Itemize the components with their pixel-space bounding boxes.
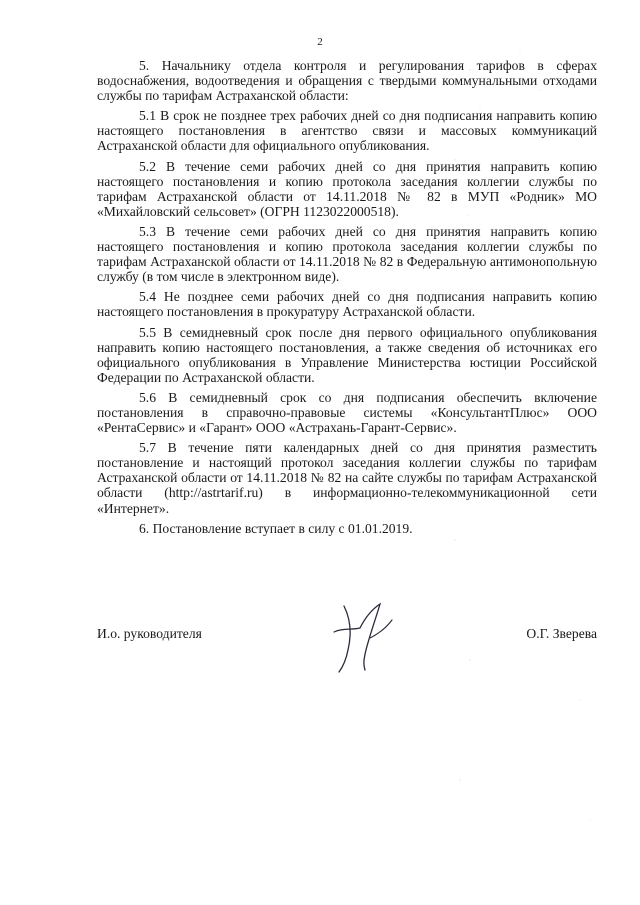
signatory-name: О.Г. Зверева [526, 626, 597, 641]
paragraph-5: 5. Начальнику отдела контроля и регулирования тарифов в сферах водоснабжения, водоотведения и обращения с твердыми коммунальными отходами службы по тарифам Астраханской области: [97, 58, 597, 104]
paragraph-5-3: 5.3 В течение семи рабочих дней со дня принятия направить копию настоящего постановления и копию протокола заседания коллегии службы по тарифам Астраханской области от 14.11.2018 № 82 в Федеральную антимонопольную службу (в том числе в электронном виде). [97, 223, 597, 285]
paragraph-5-5: 5.5 В семидневный срок после дня первого официального опубликования направить копию настоящего постановления, а также сведения об источниках его официального опубликования в Управление Министерства юстиции Российской Федерации по Астраханской области. [97, 324, 597, 385]
page-number: 2 [317, 36, 323, 48]
handwritten-signature [330, 598, 400, 678]
signatory-title: И.о. руководителя [97, 626, 202, 641]
paragraph-5-7: 5.7 В течение пяти календарных дней со дня принятия разместить постановление и настоящий протокол заседания коллегии службы по тарифам Астраханской области от 14.11.2018 № 82 на сайте службы по тарифам Астраханской области (http://astrtarif.ru) в информационно-телекоммуникационной сети «Интернет». [97, 440, 597, 516]
paragraph-5-6: 5.6 В семидневный срок со дня подписания обеспечить включение постановления в справочно-правовые системы «КонсультантПлюс» ООО «РентаСервис» и «Гарант» ООО «Астрахань-Гарант-Сервис». [97, 389, 597, 436]
paragraph-5-4: 5.4 Не позднее семи рабочих дней со дня подписания направить копию настоящего постановления в прокуратуру Астраханской области. [97, 289, 597, 320]
paragraph-5-1: 5.1 В срок не позднее трех рабочих дней со дня подписания направить копию настоящего постановления в агентство связи и массовых коммуникаций Астраханской области для официального опубликования. [97, 108, 597, 154]
paragraph-6: 6. Постановление вступает в силу с 01.01.2019. [139, 520, 413, 536]
document-body [97, 58, 597, 541]
paragraph-5-2: 5.2 В течение семи рабочих дней со дня принятия направить копию настоящего постановления и копию протокола заседания коллегии службы по тарифам Астраханской области от 14.11.2018 № 82 в МУП «Родник» МО «Михайловский сельсовет» (ОГРН 1123022000518). [97, 158, 597, 219]
